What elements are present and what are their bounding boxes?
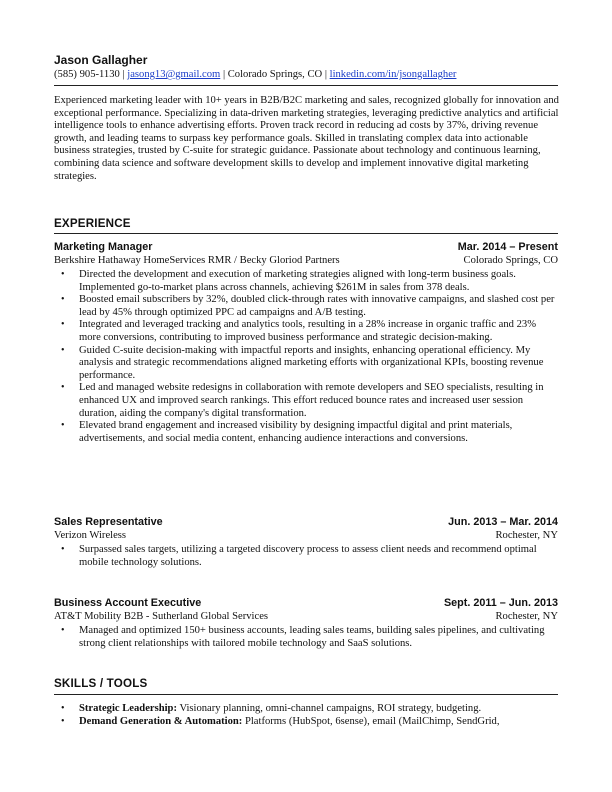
bullet-item — [54, 544, 558, 569]
job-location: Rochester, NY — [495, 530, 558, 541]
bullet-text: Surpassed sales targets, utilizing a targeted discovery process to assess client needs and recommend optimal mobile technology solutions. — [79, 544, 537, 568]
bullet-icon: • — [61, 294, 65, 306]
linkedin-link[interactable]: linkedin.com/in/jsongallagher — [329, 69, 457, 80]
job-location: Rochester, NY — [495, 611, 558, 622]
bullet-text: Boosted email subscribers by 32%, doubled click-through rates with innovative campaigns, and slashed cost per lead by 45% through optimized PPC ad campaigns and A/B testing. — [79, 294, 555, 318]
bullet-item — [54, 319, 558, 344]
job-role: Sales Representative — [54, 516, 163, 528]
bullet-text: Managed and optimized 150+ business accounts, leading sales teams, building sales pipelines, and cultivating strong client relationships with tailored mobile technology and SaaS solutions. — [79, 625, 545, 649]
bullet-text: Directed the development and execution of marketing strategies aligned with long-term business goals. Implemented go-to-market plans across channels, achieving $261M in sales from 378 deals. — [79, 269, 516, 293]
bullet-icon: • — [61, 625, 65, 636]
bullet-icon: • — [61, 703, 65, 714]
job-bullets — [54, 625, 558, 650]
job-location: Colorado Springs, CO — [463, 255, 558, 266]
location-text: Colorado Springs, CO — [227, 69, 323, 80]
experience-heading: EXPERIENCE — [54, 217, 131, 230]
bullet-icon: • — [61, 319, 65, 331]
contact-line — [54, 69, 456, 80]
header-divider — [54, 85, 558, 86]
skills-divider — [54, 694, 558, 695]
contact-separator: | — [222, 69, 226, 80]
skill-label: Strategic Leadership: — [79, 703, 177, 714]
contact-separator: | — [122, 69, 125, 80]
contact-separator: | — [324, 69, 327, 80]
job-company: Verizon Wireless — [54, 530, 127, 541]
bullet-item — [54, 269, 558, 294]
skill-item — [54, 703, 560, 716]
email-link[interactable]: jasong13@gmail.com — [127, 69, 221, 80]
bullet-item — [54, 382, 558, 420]
bullet-item — [54, 625, 558, 650]
job-entry — [54, 596, 558, 650]
phone-number: (585) 905-1130 — [54, 69, 120, 80]
bullet-icon: • — [61, 344, 65, 356]
job-company: Berkshire Hathaway HomeServices RMR / Becky Gloriod Partners — [54, 255, 340, 266]
bullet-item — [54, 345, 558, 383]
bullet-text: Integrated and leveraged tracking and analytics tools, resulting in a 28% increase in organic traffic and 23% more conversions, contributing to improved business performance and strategic decision-making. — [79, 319, 537, 343]
bullet-icon: • — [61, 544, 65, 555]
job-dates: Jun. 2013 – Mar. 2014 — [448, 516, 558, 528]
job-company: AT&T Mobility B2B - Sutherland Global Services — [54, 611, 269, 622]
skill-item — [54, 716, 560, 729]
bullet-text: Led and managed website redesigns in collaboration with remote developers and SEO specialists, resulting in enhanced UX and improved search rankings. This effort reduced bounce rates and increased user session duration, aiding the company's digital transformation. — [79, 382, 544, 419]
bullet-text: Elevated brand engagement and increased visibility by designing impactful digital and print materials, advertisements, and social media content, enhancing audience interactions and conversions. — [79, 420, 513, 444]
job-role: Marketing Manager — [54, 241, 153, 253]
bullet-item — [54, 420, 558, 445]
bullet-icon: • — [61, 269, 65, 280]
bullet-icon: • — [61, 382, 65, 394]
skills-list — [54, 701, 560, 728]
bullet-icon: • — [61, 420, 65, 432]
skill-text: Platforms (HubSpot, 6sense), email (MailChimp, SendGrid, — [242, 715, 500, 727]
skills-heading: SKILLS / TOOLS — [54, 677, 148, 690]
job-role: Business Account Executive — [54, 597, 202, 609]
job-entry — [54, 240, 558, 445]
bullet-item — [54, 294, 558, 319]
job-dates: Sept. 2011 – Jun. 2013 — [443, 597, 558, 609]
job-dates: Mar. 2014 – Present — [457, 241, 558, 253]
job-bullets — [54, 544, 558, 569]
job-entry — [54, 515, 558, 569]
skill-label: Demand Generation & Automation: — [79, 715, 243, 727]
candidate-name: Jason Gallagher — [54, 53, 148, 67]
skill-text: Visionary planning, omni-channel campaigns, ROI strategy, budgeting. — [176, 703, 482, 714]
bullet-text: Guided C-suite decision-making with impactful reports and insights, enhancing operational efficiency. My analysis and strategic recommendations aligned marketing efforts with organizational KPIs, boosting revenue performance. — [79, 344, 544, 381]
professional-summary: Experienced marketing leader with 10+ years in B2B/B2C marketing and sales, recognized globally for innovation and exceptional performance. Specializing in data-driven marketing strategies, leveraging predictive analytics and artificial intelligence tools to enhance advertising efforts. Proven track record in reducing ad costs by 37%, driving revenue growth, and leading teams to surpass key performance goals. Skilled in translating complex data into actionable business strategies, trusted by C-suite for strategic guidance. Passionate about technology and continuous learning, combining data science and software development skills to develop and implement innovative digital marketing strategies. — [54, 95, 559, 182]
job-bullets — [54, 269, 558, 445]
bullet-icon: • — [61, 715, 65, 727]
experience-divider — [54, 233, 558, 234]
